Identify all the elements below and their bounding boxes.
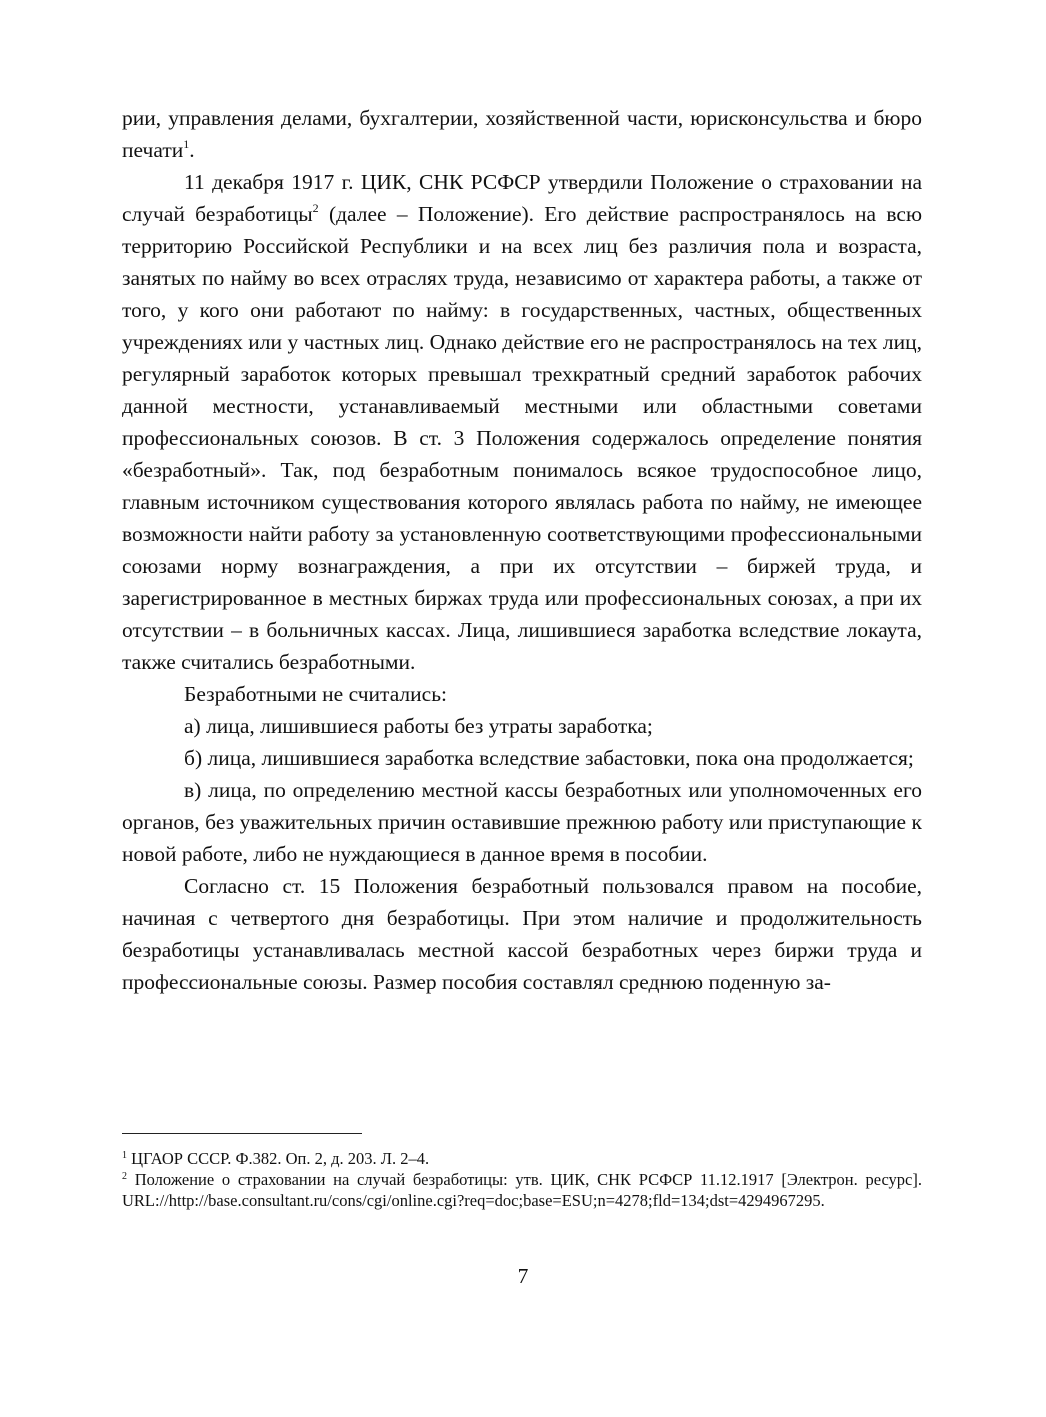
footnote-2: $^2$ Положение о страховании на случай безработицы: утв. ЦИК, СНК РСФСР 11.12.1917 [Электрон. ресурс]. URL://http://base.consultant.ru/cons/cgi/online.cgi?req=doc;base=ESU;n=4278;fld=134;dst=4294967295. — [122, 1170, 922, 1210]
page-number: 7 — [517, 1264, 529, 1288]
paragraph-2: 11 декабря 1917 г. ЦИК, СНК РСФСР утвердили Положение о страховании на случай безработицы$^2$ (далее – Положение). Его действие распространялось на всю территорию Российской Республики и на всех лиц без различия пола и возраста, занятых по найму во всех отраслях труда, независимо от характера работы, а также от того, у кого они работают по найму: в государственных, частных, общественных учреждениях или у частных лиц. Однако действие его не распространялось на тех лиц, регулярный заработок которых превышал трехкратный средний заработок рабочих данной местности, устанавливаемый местными или областными советами профессиональных союзов. В ст. 3 Положения содержалось определение понятия «безработный». Так, под безработным понималось всякое трудоспособное лицо, главным источником существования которого являлась работа по найму, не имеющее возможности найти работу за установленную соответствующими профессиональными союзами норму вознаграждения, а при их отсутствии – биржей труда, и зарегистрированное в местных биржах труда или профессиональных союзах, а при их отсутствии – в больничных кассах. Лица, лишившиеся заработка вследствие локаута, также считались безработными. — [122, 170, 922, 674]
footnote-1: $^1$ ЦГАОР СССР. Ф.382. Оп. 2, д. 203. Л. 2–4. — [122, 1149, 430, 1168]
body-text — [122, 102, 922, 998]
footnote-ref-1[interactable]: 1 — [183, 137, 190, 151]
paragraph-3: Безработными не считались: — [184, 682, 447, 706]
paragraph-1: рии, управления делами, бухгалтерии, хозяйственной части, юрисконсульства и бюро печати$^1$. — [122, 106, 922, 162]
footnote-ref-2[interactable]: 2 — [312, 201, 319, 215]
footnote-number-1: 1 — [122, 1150, 127, 1161]
list-item-a: а) лица, лишившиеся работы без утраты заработка; — [184, 714, 653, 738]
footnotes — [122, 1148, 922, 1211]
paragraph-7: Согласно ст. 15 Положения безработный пользовался правом на пособие, начиная с четвертого дня безработицы. При этом наличие и продолжительность безработицы устанавливалась местной кассой безработных через биржи труда и профессиональные союзы. Размер пособия составлял среднюю поденную за- — [122, 874, 922, 994]
footnote-number-2: 2 — [122, 1171, 127, 1182]
footnote-divider — [122, 1133, 362, 1134]
list-item-v: в) лица, по определению местной кассы безработных или уполномоченных его органов, без уважительных причин оставившие прежнюю работу или приступающие к новой работе, либо не нуждающиеся в данное время в пособии. — [122, 778, 922, 866]
list-item-b: б) лица, лишившиеся заработка вследствие забастовки, пока она продолжается; — [184, 746, 914, 770]
